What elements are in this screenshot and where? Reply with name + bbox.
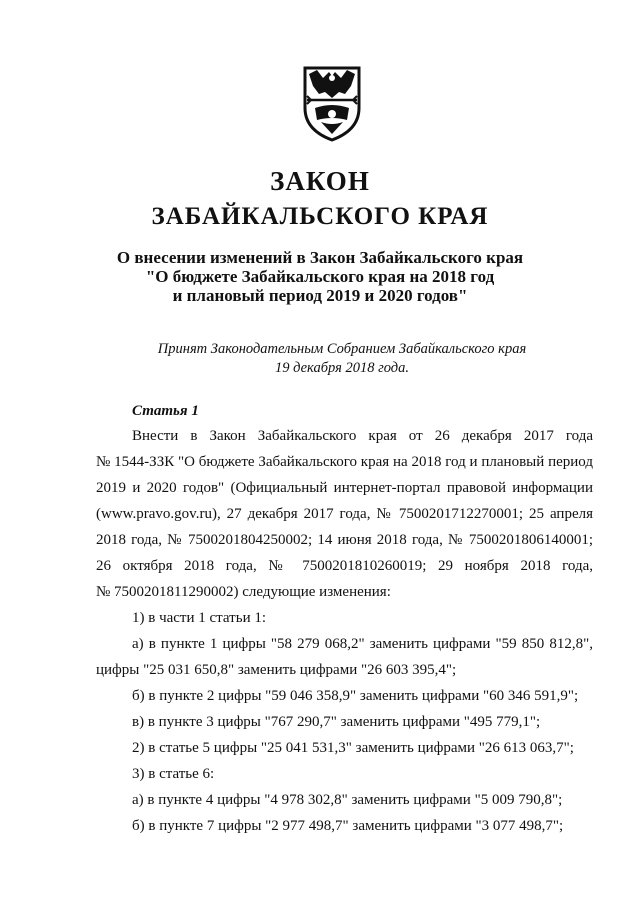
- body-line: 2018 года, № 7500201804250002; 14 июня 2018 года, № 7500201806140001;: [96, 532, 593, 548]
- body-line: в) в пункте 3 цифры "767 290,7" заменить цифрами "495 779,1";: [132, 714, 541, 730]
- document-title: ЗАКОН: [270, 166, 370, 196]
- body-line: № 7500201811290002) следующие изменения:: [96, 584, 391, 600]
- law-subtitle: [0, 248, 640, 305]
- body-line: № 1544-ЗЗК "О бюджете Забайкальского края на 2018 год и плановый период: [96, 454, 593, 470]
- body-line: цифры "25 031 650,8" заменить цифрами "26 603 395,4";: [96, 662, 457, 678]
- subtitle-line: О внесении изменений в Закон Забайкальского края: [116, 248, 524, 267]
- region-title: ЗАБАЙКАЛЬСКОГО КРАЯ: [151, 203, 489, 230]
- body-line: Внести в Закон Забайкальского края от 26 декабря 2017 года: [132, 428, 593, 444]
- body-line: 2019 и 2020 годов" (Официальный интернет-портал правовой информации: [96, 480, 593, 496]
- body-line: б) в пункте 2 цифры "59 046 358,9" заменить цифрами "60 346 591,9";: [132, 688, 579, 704]
- subtitle-line: "О бюджете Забайкальского края на 2018 год: [145, 267, 495, 286]
- adoption-note: [0, 340, 640, 378]
- body-line: б) в пункте 7 цифры "2 977 498,7" заменить цифрами "3 077 498,7";: [132, 818, 564, 834]
- body-line: 3) в статье 6:: [132, 766, 215, 782]
- body-line: 26 октября 2018 года, № 7500201810260019; 29 ноября 2018 года,: [96, 558, 593, 574]
- body-line: 2) в статье 5 цифры "25 041 531,3" заменить цифрами "26 613 063,7";: [132, 740, 574, 756]
- adoption-line: Принят Законодательным Собранием Забайкальского края: [157, 341, 527, 357]
- coat-of-arms-icon: [301, 64, 363, 142]
- article-heading: Статья 1: [132, 403, 199, 419]
- body-line: а) в пункте 4 цифры "4 978 302,8" заменить цифрами "5 009 790,8";: [132, 792, 563, 808]
- body-line: а) в пункте 1 цифры "58 279 068,2" заменить цифрами "59 850 812,8",: [132, 636, 593, 652]
- body-line: (www.pravo.gov.ru), 27 декабря 2017 года, № 7500201712270001; 25 апреля: [96, 506, 593, 522]
- subtitle-line: и плановый период 2019 и 2020 годов": [172, 286, 468, 305]
- body-line: 1) в части 1 статьи 1:: [132, 610, 267, 626]
- adoption-line: 19 декабря 2018 года.: [274, 360, 409, 376]
